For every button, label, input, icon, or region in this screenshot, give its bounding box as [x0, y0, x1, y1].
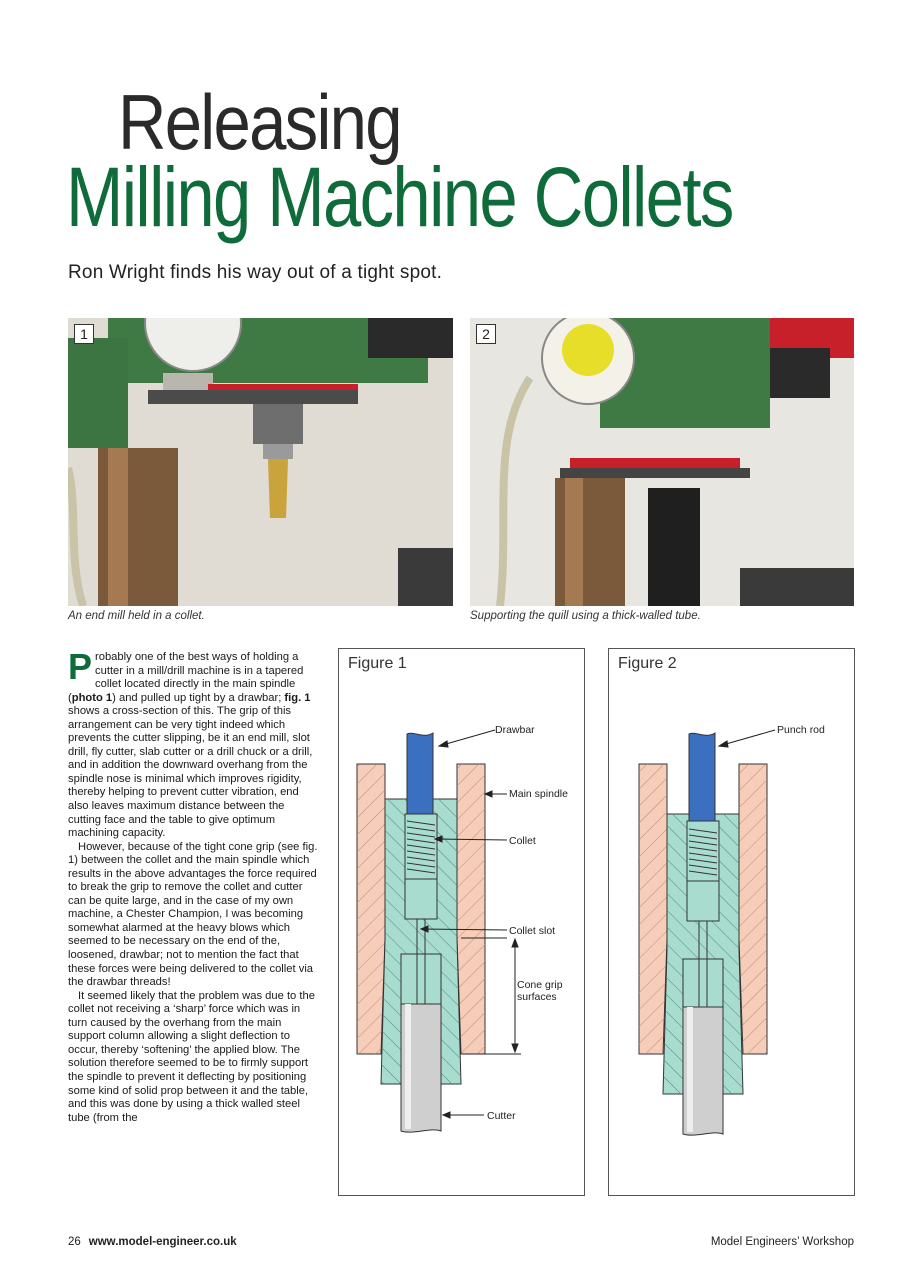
photo-2-image	[470, 318, 854, 606]
figure-1-title: Figure 1	[348, 655, 407, 672]
paragraph-3: It seemed likely that the problem was due to the collet not receiving a ‘sharp’ force which was in turn caused by the overhang from the main support column allowing a slight deflection to occur, thereby ‘softening’ the applied blow. The solution therefore seemed to be to firmly support the spindle to prevent it deflecting by positioning some kind of solid prop between it and the table, and this was done by using a thick walled steel tube (from the	[68, 989, 315, 1124]
drawbar	[407, 733, 433, 814]
photo-1-image	[68, 318, 453, 606]
p1-fig-ref: fig. 1	[284, 691, 311, 704]
photo-2-caption: Supporting the quill using a thick-walled tube.	[470, 610, 701, 622]
paragraph-2: However, because of the tight cone grip (see fig. 1) between the collet and the main spindle which results in the above advantages the force required to break the grip to remove the collet and cutter can be quite large, and in the case of my own machine, a Chester Champion, I was becoming somewhat alarmed at the heavy blows which seemed to be necessary on the end of the, loosened, drawbar; not to mention the fact that these forces were being delivered to the collet via the drawbar threads!	[68, 840, 318, 989]
photo-1	[68, 318, 453, 606]
label-cone-grip-1: Cone grip	[517, 979, 563, 991]
figure-2	[608, 648, 855, 1196]
label-collet: Collet	[509, 835, 536, 847]
label-main-spindle: Main spindle	[509, 788, 568, 800]
paragraph-1	[68, 646, 318, 841]
figure-1-diagram	[339, 649, 584, 1195]
footer-magazine: Model Engineers’ Workshop	[710, 1236, 854, 1248]
title-line-2: Milling Machine Collets	[66, 150, 733, 244]
footer-left	[68, 1236, 237, 1248]
figure-2-title: Figure 2	[618, 655, 677, 672]
title-line-1: Releasing	[118, 78, 401, 166]
standfirst: Ron Wright finds his way out of a tight spot.	[68, 262, 443, 283]
photo-1-number: 1	[74, 324, 94, 344]
punch-rod	[689, 733, 715, 821]
p1-text-a: robably one of the best ways of holding a cutter in a mill/drill machine is in a tapered collet located directly in the main spindle (	[68, 651, 304, 704]
main-spindle-left-hatch	[357, 764, 385, 1054]
drop-cap: P	[68, 646, 93, 687]
p1-text-e: shows a cross-section of this. The grip of this arrangement can be very tight indeed which prevents the cutter slipping, be it an end mill, slot drill, fly cutter, slab cutter or a drill chuck or a drill, and in addition the downward overhang from the spindle nose is minimal which improves rigidity, thereby helping to prevent cutter vibration, end also leaves maximum distance between the cutting face and the table to give optimum machining capacity.	[68, 705, 313, 840]
label-drawbar: Drawbar	[495, 724, 535, 736]
photo-2-number: 2	[476, 324, 496, 344]
website-link[interactable]: www.model-engineer.co.uk	[88, 1236, 237, 1248]
photo-1-caption: An end mill held in a collet.	[68, 610, 205, 622]
main-spindle-right-hatch	[457, 764, 485, 1054]
article-body	[68, 646, 318, 1125]
label-punch-rod: Punch rod	[777, 724, 825, 736]
label-cutter: Cutter	[487, 1110, 516, 1122]
photo-2	[470, 318, 854, 606]
label-collet-slot: Collet slot	[509, 925, 556, 937]
figure-2-diagram	[609, 649, 854, 1195]
label-cone-grip-2: surfaces	[517, 991, 557, 1003]
figure-1	[338, 648, 585, 1196]
p1-text-c: ) and pulled up tight by a drawbar;	[112, 691, 285, 704]
page-number: 26	[68, 1236, 81, 1248]
p1-photo-ref: photo 1	[71, 691, 113, 704]
